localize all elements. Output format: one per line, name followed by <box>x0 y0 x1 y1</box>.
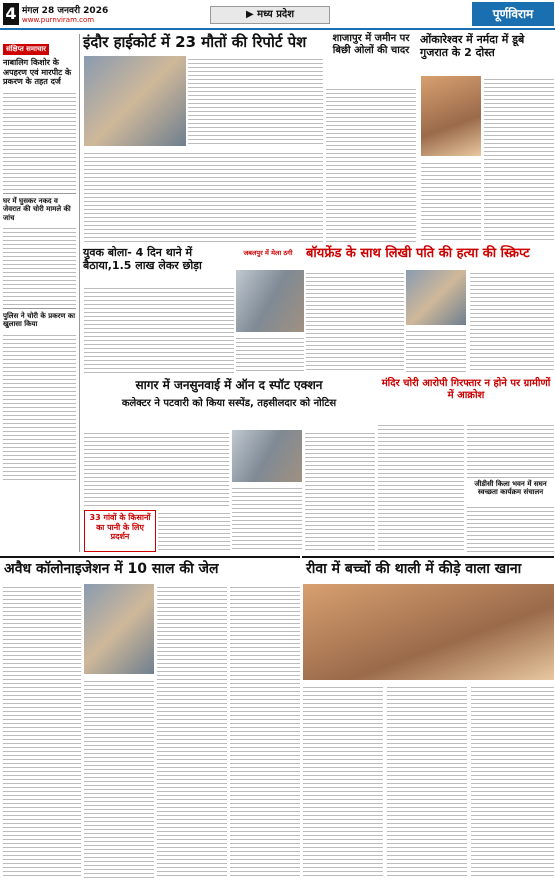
lead-headline[interactable]: इंदौर हाईकोर्ट में 23 मौतों की रिपोर्ट पेश <box>83 33 307 51</box>
brand-logo: पूर्णविराम <box>472 2 554 26</box>
rewa-body-1 <box>303 684 383 878</box>
temple-body-1 <box>378 422 464 552</box>
rewa-body-3 <box>471 684 554 878</box>
page-header <box>0 0 555 30</box>
temple-body-2 <box>467 422 554 478</box>
jansunwai-body-3 <box>232 485 302 552</box>
page-number: 4 <box>3 3 19 25</box>
left-news-column <box>0 34 80 552</box>
jansunwai-body-2 <box>158 510 230 552</box>
left-story-1-title[interactable]: नाबालिग किशोर के अपहरण एवं मारपीट के प्रकरण के तहत दर्ज <box>3 58 72 87</box>
bf-photo <box>236 270 304 332</box>
bf-body-1 <box>306 270 404 373</box>
colonization-body-4 <box>230 584 300 878</box>
bf-photo-2 <box>406 270 466 325</box>
play-icon: ▶ <box>246 9 258 20</box>
rewa-photo <box>303 584 554 680</box>
brief-news-tag: संक्षिप्त समाचार <box>3 44 49 55</box>
jansunwai-body-1 <box>84 430 229 508</box>
lead-body-1 <box>188 56 323 146</box>
police-side-headline[interactable]: जीडीसी किला भवन में सघन स्वच्छता कार्यक्रम संचालन <box>474 480 547 497</box>
omkareshwar-headline[interactable]: ओंकारेश्वर में नर्मदा में डूबे गुजरात के 2 दोस्त <box>420 33 525 60</box>
rewa-body-2 <box>387 684 467 878</box>
colonization-headline[interactable]: अवैध कॉलोनाइजेशन में 10 साल की जेल <box>0 556 300 580</box>
jansunwai-headline[interactable]: सागर में जनसुनवाई में ऑन द स्पॉट एक्शन कलेक्टर ने पटवारी को किया सस्पेंड, तहसीलदार को नोटिस <box>83 378 375 426</box>
farmers-protest-box[interactable]: 33 गांवों के किसानों का पानी के लिए प्रदर्शन <box>84 510 156 552</box>
bf-tag: जबलपुर में मेला ठगी <box>243 249 293 257</box>
left-story-3-body <box>3 332 76 482</box>
colonization-body-1 <box>3 584 81 878</box>
left-story-1-body <box>3 90 76 190</box>
shajapur-headline[interactable]: शाजापुर में जमीन पर बिछी ओलों की चादर <box>332 33 410 56</box>
issue-date: मंगल 28 जनवरी 2026 <box>22 6 109 16</box>
jansunwai-photo <box>232 430 302 482</box>
omkareshwar-photo <box>421 76 481 156</box>
bf-photo-caption <box>236 335 304 373</box>
bf-headline[interactable]: बॉयफ्रेंड के साथ लिखी पति की हत्या की स्क्रिप्ट <box>306 246 530 261</box>
bribe-headline[interactable]: युवक बोला- 4 दिन थाने में बैठाया,1.5 लाख लेकर छोड़ा <box>83 246 202 273</box>
jansunwai-subhead: कलेक्टर ने पटवारी को किया सस्पेंड, तहसीलदार को नोटिस <box>121 398 337 410</box>
colonization-body-3 <box>157 584 227 878</box>
police-side-body <box>467 504 554 552</box>
bf-body-2 <box>406 328 466 373</box>
lead-body-2 <box>84 150 323 242</box>
left-story-2-title[interactable]: घर में घुसकर नकद व जेवरात की चोरी मामले की जांच <box>3 196 71 222</box>
jansunwai-body-4 <box>305 430 375 552</box>
temple-headline[interactable]: मंदिर चोरी आरोपी गिरफ्तार न होने पर ग्रामीणों में आक्रोश <box>381 378 551 401</box>
omkareshwar-body-1 <box>484 76 554 242</box>
colonization-photo <box>84 584 154 674</box>
omkareshwar-body-2 <box>421 160 481 242</box>
site-url[interactable]: www.purnviram.com <box>22 16 95 24</box>
bribe-body <box>84 285 234 373</box>
shajapur-body <box>326 86 416 242</box>
bf-body-3 <box>470 270 554 373</box>
lead-photo <box>84 56 186 146</box>
section-title: ▶ मध्य प्रदेश <box>210 6 330 24</box>
rewa-headline[interactable]: रीवा में बच्चों की थाली में कीड़े वाला खाना <box>302 556 554 580</box>
left-story-3-title[interactable]: पुलिस ने चोरी के प्रकरण का खुलासा किया <box>3 311 76 329</box>
colonization-body-2 <box>84 678 154 878</box>
left-story-2-body <box>3 225 76 305</box>
